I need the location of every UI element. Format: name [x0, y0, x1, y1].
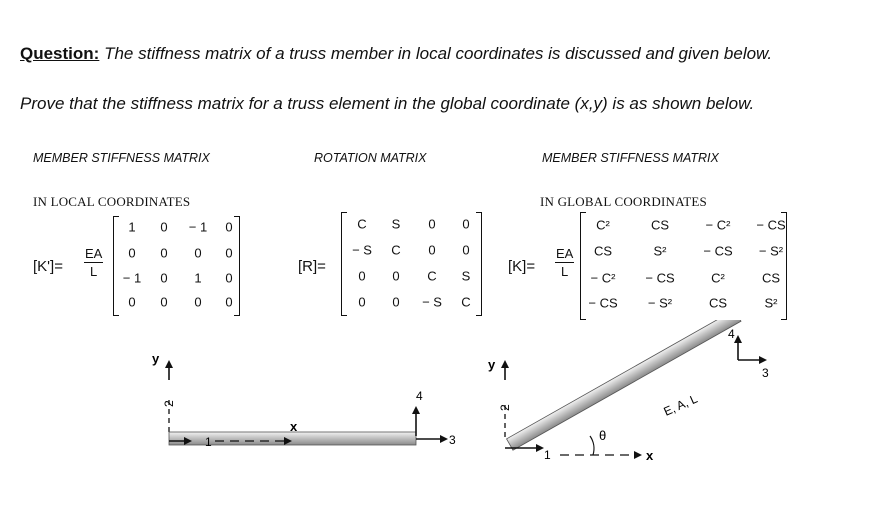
local-cell-r3-c4: 0	[225, 270, 233, 286]
local-frac-numerator: EA	[85, 246, 103, 261]
local-node-2: 2	[162, 400, 176, 407]
global-cell-r2-c2: S²	[653, 243, 667, 259]
global-cell-r2-c3: − CS	[703, 243, 733, 259]
local-cell-r1-c1: 1	[128, 219, 136, 235]
local-cell-r2-c4: 0	[225, 245, 233, 261]
global-node-3: 3	[762, 366, 769, 380]
local-right-bracket	[234, 216, 240, 316]
rotation-cell-r1-c4: 0	[462, 216, 470, 232]
local-cell-r1-c2: 0	[160, 219, 168, 235]
rotation-cell-r1-c3: 0	[428, 216, 436, 232]
rotation-right-bracket	[476, 212, 482, 316]
global-frac-denominator: L	[561, 264, 569, 279]
local-cell-r4-c2: 0	[160, 294, 168, 310]
global-cell-r3-c1: − C²	[590, 270, 616, 286]
global-cell-r4-c2: − S²	[647, 295, 673, 311]
global-matrix-fraction	[555, 246, 574, 279]
local-cell-r1-c4: 0	[225, 219, 233, 235]
heading-global-stiffness: MEMBER STIFFNESS MATRIX	[542, 151, 719, 165]
heading-local-stiffness: MEMBER STIFFNESS MATRIX	[33, 151, 210, 165]
rotation-cell-r3-c3: C	[427, 268, 437, 284]
global-y-label: y	[488, 357, 496, 372]
global-matrix-symbol: [K]=	[508, 258, 536, 275]
rotation-cell-r3-c1: 0	[358, 268, 366, 284]
global-cell-r1-c4: − CS	[756, 217, 786, 233]
local-cell-r4-c4: 0	[225, 294, 233, 310]
global-node-1: 1	[544, 448, 551, 462]
rotation-cell-r2-c4: 0	[462, 242, 470, 258]
global-truss-diagram	[480, 320, 780, 480]
local-cell-r2-c2: 0	[160, 245, 168, 261]
local-cell-r4-c3: 0	[194, 294, 202, 310]
global-cell-r4-c3: CS	[708, 295, 728, 311]
local-matrix-fraction	[84, 246, 103, 279]
rotation-cell-r4-c4: C	[461, 294, 471, 310]
local-matrix-lhs	[33, 258, 63, 275]
rotation-cell-r4-c1: 0	[358, 294, 366, 310]
global-angle-label: θ	[599, 428, 607, 443]
rotation-cell-r1-c1: C	[357, 216, 367, 232]
question-line-1	[20, 44, 772, 64]
local-cell-r2-c3: 0	[194, 245, 202, 261]
question-label: Question:	[20, 44, 100, 63]
global-cell-r3-c4: CS	[761, 270, 781, 286]
rotation-cell-r4-c3: − S	[422, 294, 442, 310]
local-y-label: y	[152, 351, 160, 366]
global-cell-r3-c2: − CS	[645, 270, 675, 286]
local-x-label: x	[290, 419, 298, 434]
heading-global-coordinates: IN GLOBAL COORDINATES	[540, 194, 707, 209]
global-truss-bar-group	[507, 320, 741, 450]
global-cell-r4-c4: S²	[764, 295, 778, 311]
question-text-1: The stiffness matrix of a truss member in local coordinates is discussed and given below.	[104, 44, 773, 63]
local-cell-r3-c2: 0	[160, 270, 168, 286]
global-node-2: 2	[498, 404, 512, 411]
global-cell-r1-c2: CS	[650, 217, 670, 233]
global-truss-bar	[507, 320, 741, 450]
global-cell-r3-c3: C²	[711, 270, 725, 286]
local-node-1: 1	[205, 435, 212, 449]
rotation-cell-r2-c3: 0	[428, 242, 436, 258]
question-text-2: Prove that the stiffness matrix for a truss element in the global coordinate (x,y) is as shown below.	[20, 94, 755, 113]
global-frac-numerator: EA	[556, 246, 574, 261]
global-cell-r2-c1: CS	[593, 243, 613, 259]
rotation-cell-r3-c2: 0	[392, 268, 400, 284]
heading-rotation: ROTATION MATRIX	[314, 151, 427, 165]
rotation-matrix-lhs	[298, 258, 326, 275]
global-cell-r1-c1: C²	[596, 217, 610, 233]
local-cell-r3-c1: − 1	[122, 270, 142, 286]
global-matrix-lhs	[508, 258, 535, 275]
global-cell-r2-c4: − S²	[758, 243, 784, 259]
rotation-matrix-symbol: [R]=	[298, 258, 326, 275]
local-cell-r3-c3: 1	[194, 270, 202, 286]
rotation-cell-r2-c1: − S	[352, 242, 372, 258]
local-cell-r1-c3: − 1	[188, 219, 208, 235]
local-truss-diagram	[140, 340, 480, 480]
rotation-cell-r3-c4: S	[461, 268, 471, 284]
global-angle-arc	[590, 436, 594, 455]
local-frac-denominator: L	[90, 264, 98, 279]
local-cell-r2-c1: 0	[128, 245, 136, 261]
rotation-left-bracket	[341, 212, 347, 316]
local-cell-r4-c1: 0	[128, 294, 136, 310]
global-props-label: E, A, L	[661, 391, 700, 419]
global-node-4: 4	[728, 327, 735, 341]
global-x-label: x	[646, 448, 654, 463]
question-line-2	[20, 94, 754, 114]
global-left-bracket	[580, 212, 586, 320]
local-left-bracket	[113, 216, 119, 316]
rotation-cell-r2-c2: C	[391, 242, 401, 258]
global-cell-r4-c1: − CS	[588, 295, 618, 311]
local-node-4: 4	[416, 389, 423, 403]
local-node-3: 3	[449, 433, 456, 447]
rotation-cell-r1-c2: S	[391, 216, 401, 232]
global-cell-r1-c3: − C²	[705, 217, 731, 233]
local-matrix-symbol: [K']=	[33, 258, 63, 275]
rotation-cell-r4-c2: 0	[392, 294, 400, 310]
heading-local-coordinates: IN LOCAL COORDINATES	[33, 194, 191, 209]
